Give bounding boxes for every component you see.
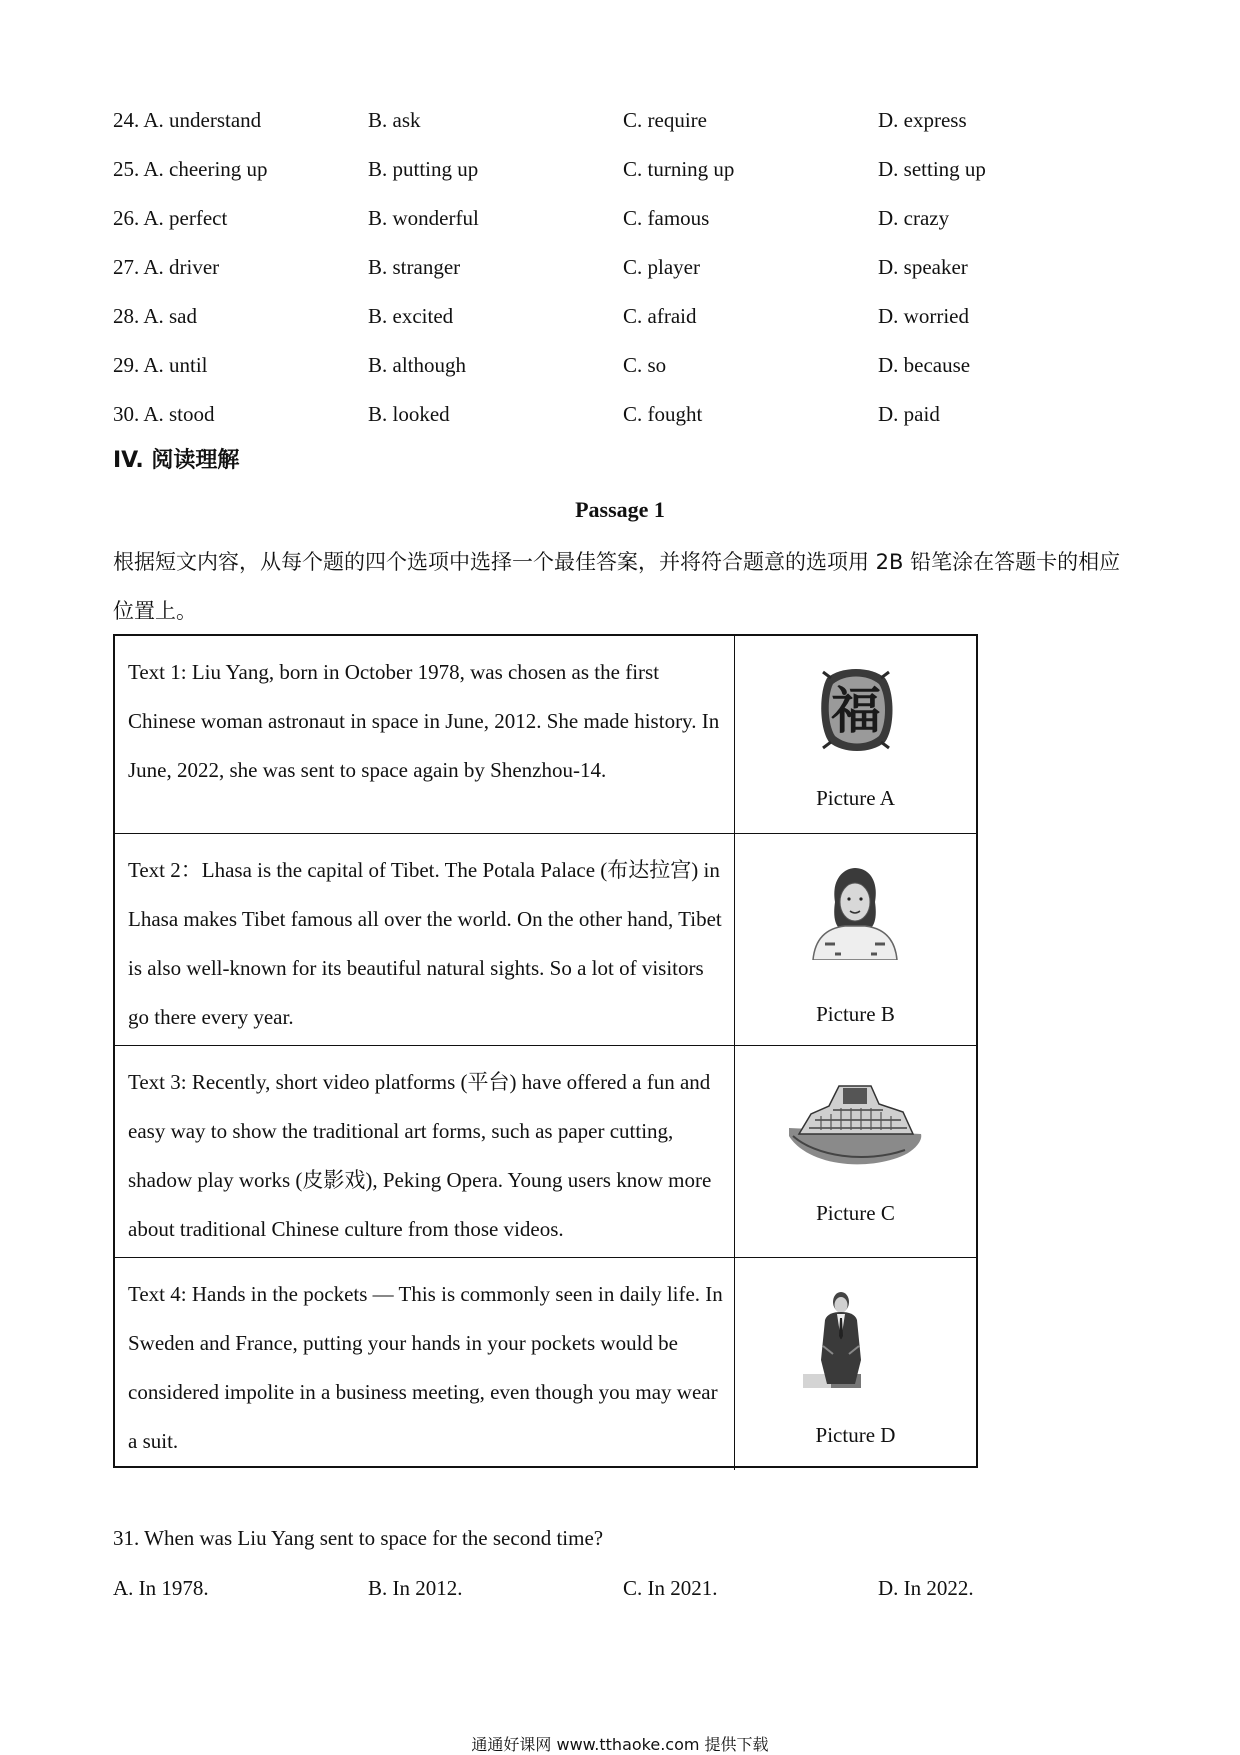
picture-cell bbox=[735, 1258, 976, 1470]
option-a: 25. A. cheering up bbox=[113, 157, 268, 181]
text-cell: Text 4: Hands in the pockets — This is commonly seen in daily life. In Sweden and France, putting your hands in your pockets would be considered impolite in a business meeting, even though you may wear a suit. bbox=[115, 1258, 735, 1470]
option-c: C. turning up bbox=[623, 157, 735, 181]
option-c: C. fought bbox=[623, 402, 703, 426]
picture-label: Picture D bbox=[815, 1423, 896, 1447]
passage-title: Passage 1 bbox=[575, 497, 665, 522]
svg-text:福: 福 bbox=[831, 682, 881, 740]
option-c: C. require bbox=[623, 108, 707, 132]
option-b: B. wonderful bbox=[368, 206, 479, 230]
option-b: B. ask bbox=[368, 108, 421, 132]
text-cell: Text 3: Recently, short video platforms (平台) have offered a fun and easy way to show the traditional art forms, such as paper cutting, shadow play works (皮影戏), Peking Opera. Young users know more about traditional Chinese culture from those videos. bbox=[115, 1046, 735, 1257]
option-b: B. putting up bbox=[368, 157, 479, 181]
option-d: D. speaker bbox=[878, 255, 968, 279]
option-b: B. although bbox=[368, 353, 466, 377]
option-a: 29. A. until bbox=[113, 353, 208, 377]
option-d: D. crazy bbox=[878, 206, 950, 230]
option-d: D. paid bbox=[878, 402, 940, 426]
picture-label: Picture B bbox=[816, 1002, 895, 1026]
answer-b: B. In 2012. bbox=[368, 1576, 463, 1600]
table-row-4 bbox=[115, 1258, 976, 1470]
man-in-suit-icon bbox=[803, 1290, 873, 1390]
option-a: 28. A. sad bbox=[113, 304, 197, 328]
potala-palace-icon bbox=[785, 1078, 925, 1170]
option-a: 30. A. stood bbox=[113, 402, 215, 426]
option-row-29 bbox=[113, 345, 1113, 385]
instruction-text: 根据短文内容，从每个题的四个选项中选择一个最佳答案，并将符合题意的选项用 2B 铅笔涂在答题卡的相应位置上。 bbox=[113, 550, 1121, 623]
picture-label: Picture A bbox=[816, 786, 895, 810]
option-row-28 bbox=[113, 296, 1113, 336]
reading-table bbox=[113, 634, 978, 1468]
astronaut-portrait-icon bbox=[805, 864, 905, 960]
option-a: 27. A. driver bbox=[113, 255, 220, 279]
option-b: B. stranger bbox=[368, 255, 461, 279]
option-a: 24. A. understand bbox=[113, 108, 262, 132]
table-row-3 bbox=[115, 1046, 976, 1258]
picture-cell bbox=[735, 636, 976, 833]
table-row-1 bbox=[115, 636, 976, 834]
option-d: D. setting up bbox=[878, 157, 986, 181]
picture-cell bbox=[735, 1046, 976, 1257]
option-d: D. because bbox=[878, 353, 971, 377]
option-c: C. famous bbox=[623, 206, 710, 230]
answer-d: D. In 2022. bbox=[878, 1576, 974, 1600]
option-row-27 bbox=[113, 247, 1113, 287]
option-a: 26. A. perfect bbox=[113, 206, 228, 230]
option-row-25 bbox=[113, 149, 1113, 189]
section-heading: IV. 阅读理解 bbox=[113, 448, 240, 473]
answer-options bbox=[113, 1576, 1113, 1616]
footer-watermark: 通通好课网 www.tthaoke.com 提供下载 bbox=[471, 1735, 769, 1754]
option-c: C. so bbox=[623, 353, 667, 377]
option-c: C. afraid bbox=[623, 304, 697, 328]
option-row-26 bbox=[113, 198, 1113, 238]
answer-c: C. In 2021. bbox=[623, 1576, 718, 1600]
option-b: B. looked bbox=[368, 402, 450, 426]
option-row-30 bbox=[113, 394, 1113, 434]
text-cell: Text 1: Liu Yang, born in October 1978, was chosen as the first Chinese woman astronaut in space in June, 2012. She made history. In June, 2022, she was sent to space again by Shenzhou-14. bbox=[115, 636, 735, 833]
option-b: B. excited bbox=[368, 304, 454, 328]
text-cell: Text 2：Lhasa is the capital of Tibet. The Potala Palace (布达拉宫) in Lhasa makes Tibet famous all over the world. On the other hand, Tibet is also well-known for its beautiful natural sights. So a lot of visitors go there every year. bbox=[115, 834, 735, 1045]
option-d: D. express bbox=[878, 108, 967, 132]
fu-character-papercut-icon bbox=[813, 662, 899, 758]
option-d: D. worried bbox=[878, 304, 969, 328]
picture-label: Picture C bbox=[816, 1201, 895, 1225]
option-c: C. player bbox=[623, 255, 700, 279]
table-row-2 bbox=[115, 834, 976, 1046]
option-row-24 bbox=[113, 100, 1113, 140]
answer-a: A. In 1978. bbox=[113, 1576, 209, 1600]
question-31: 31. When was Liu Yang sent to space for the second time? bbox=[113, 1526, 604, 1550]
picture-cell bbox=[735, 834, 976, 1045]
